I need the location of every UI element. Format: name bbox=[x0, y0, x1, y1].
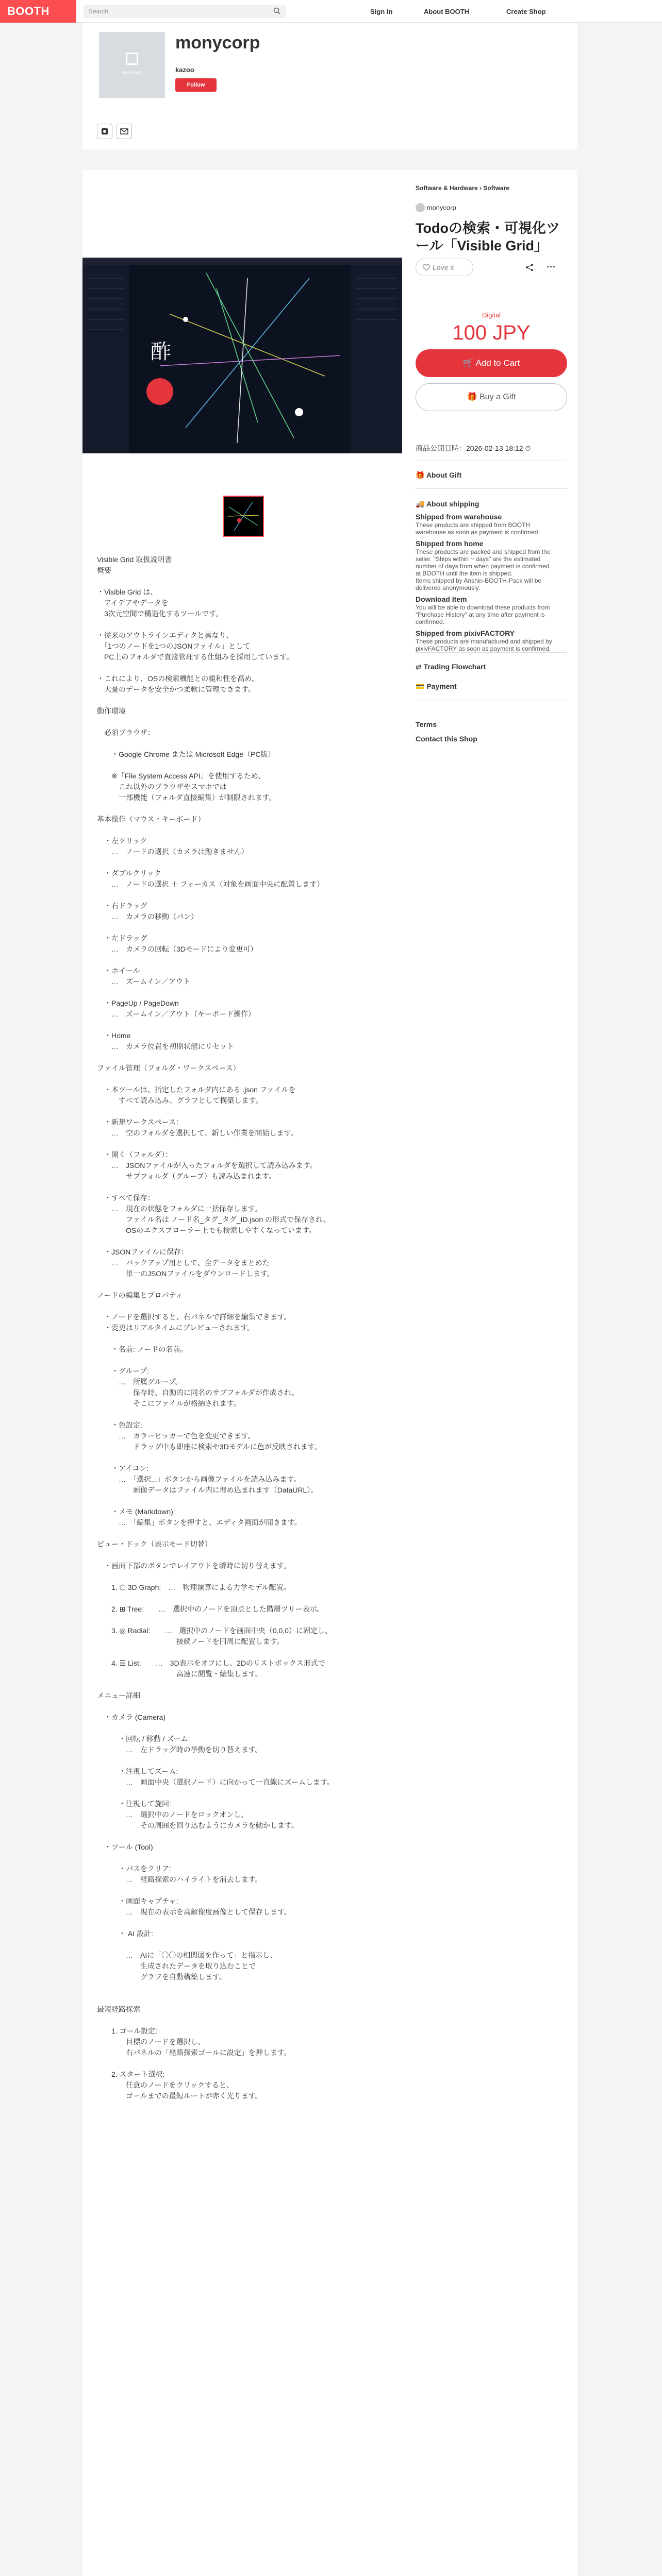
description-line: ビュー・ドック（表示モード切替） bbox=[97, 1540, 212, 1548]
description-line bbox=[97, 1052, 406, 1063]
description-line bbox=[97, 1139, 406, 1149]
payment-toggle[interactable] bbox=[416, 682, 457, 691]
description-line: ・グループ: bbox=[97, 1367, 149, 1375]
store-header bbox=[82, 23, 577, 149]
product-description bbox=[97, 554, 406, 2102]
shipping-item-title: Shipped from home bbox=[416, 539, 484, 548]
shop-subtitle: kazoo bbox=[175, 66, 194, 74]
description-line: ゴールまでの最短ルートが赤く光ります。 bbox=[97, 2092, 262, 2100]
search-input[interactable]: Search bbox=[84, 5, 286, 18]
description-line bbox=[97, 1496, 406, 1506]
breadcrumb bbox=[416, 184, 567, 192]
description-line: これ以外のブラウザやスマホでは bbox=[97, 783, 227, 791]
shipping-item-text: number of days from when payment is confirmed bbox=[416, 563, 550, 570]
cart-icon: 🛒 bbox=[462, 358, 476, 368]
shop-name[interactable]: monycorp bbox=[175, 33, 260, 53]
shop-link[interactable] bbox=[416, 203, 456, 212]
description-line: 3次元空間で構造化するツールです。 bbox=[97, 609, 223, 618]
description-line: ・Visible Grid は、 bbox=[97, 588, 158, 596]
shipping-item bbox=[416, 512, 567, 536]
description-line: ・新規ワークスペース： bbox=[97, 1118, 184, 1126]
description-line bbox=[97, 1301, 406, 1312]
description-line: … 画面中央（選択ノード）に向かって一直線にズームします。 bbox=[97, 1778, 334, 1786]
description-line bbox=[97, 1571, 406, 1582]
shipping-item bbox=[416, 595, 567, 625]
trading-flowchart-toggle[interactable] bbox=[416, 663, 486, 671]
shipping-list bbox=[416, 512, 567, 655]
description-line bbox=[97, 2015, 406, 2026]
top-bar bbox=[0, 0, 662, 23]
description-line: ・画面キャプチャ: bbox=[97, 1897, 178, 1905]
description-line bbox=[97, 987, 406, 998]
description-line: ・ツール (Tool) bbox=[97, 1843, 153, 1851]
shipping-item-text: pixivFACTORY as soon as payment is confirmed. bbox=[416, 645, 551, 652]
shipping-item-title: Shipped from warehouse bbox=[416, 513, 502, 521]
description-line bbox=[97, 857, 406, 868]
create-shop-link[interactable]: Create Shop bbox=[506, 8, 546, 15]
clock-icon: ⏱ bbox=[525, 444, 531, 452]
description-line: … 現在の表示を高解像度画像として保存します。 bbox=[97, 1908, 291, 1916]
description-line bbox=[97, 825, 406, 836]
description-line bbox=[97, 738, 406, 749]
payment-label: Payment bbox=[426, 682, 457, 690]
description-line: 概要 bbox=[97, 566, 111, 574]
about-gift-label: About Gift bbox=[426, 471, 462, 479]
description-line bbox=[97, 803, 406, 814]
description-line bbox=[97, 1982, 406, 1993]
description-line: すべて読み込み、グラフとして構築します。 bbox=[97, 1096, 263, 1105]
description-line: … JSONファイルが入ったフォルダを選択して読み込みます。 bbox=[97, 1161, 317, 1170]
description-line: ・カメラ (Camera) bbox=[97, 1713, 166, 1721]
description-line: Visible Grid 取扱説明書 bbox=[97, 555, 172, 564]
product-main-image[interactable] bbox=[82, 258, 402, 453]
description-line bbox=[97, 717, 406, 727]
more-options-icon[interactable]: ··· bbox=[547, 262, 556, 272]
description-line: ・回転 / 移動 / ズーム: bbox=[97, 1735, 190, 1743]
description-line bbox=[97, 1528, 406, 1539]
description-line bbox=[97, 1939, 406, 1950]
description-line: … バックアップ用として、全データをまとめた bbox=[97, 1259, 270, 1267]
description-line: OSのエクスプローラー上でも検索しやすくなっています。 bbox=[97, 1226, 316, 1234]
description-line: ・パスをクリア: bbox=[97, 1865, 171, 1873]
search-icon[interactable] bbox=[273, 7, 280, 14]
description-line: 目標のノードを選択し、 bbox=[97, 2038, 205, 2046]
description-line: 2. スタート選択: bbox=[97, 2070, 165, 2078]
description-line: そこにファイルが格納されます。 bbox=[97, 1399, 241, 1408]
sign-in-link[interactable]: Sign In bbox=[370, 8, 393, 15]
description-line: PC上のフォルダで直接管理する仕組みを採用しています。 bbox=[97, 653, 294, 661]
card-icon: 💳 bbox=[416, 682, 427, 690]
description-line: … 左ドラッグ時の挙動を切り替えます。 bbox=[97, 1745, 262, 1754]
description-line: メニュー詳細 bbox=[97, 1691, 140, 1700]
description-line: ・ホイール bbox=[97, 967, 140, 975]
description-line: ※「File System Access API」を使用するため、 bbox=[97, 772, 266, 780]
buy-gift-label: Buy a Gift bbox=[479, 393, 516, 401]
buy-gift-button[interactable] bbox=[416, 383, 567, 411]
shipping-item bbox=[416, 539, 567, 591]
description-line: グラフを自動構築します。 bbox=[97, 1973, 226, 1981]
about-booth-link[interactable]: About BOOTH bbox=[424, 8, 470, 15]
shipping-item-text: delivered anonymously. bbox=[416, 584, 481, 591]
description-line bbox=[97, 1853, 406, 1863]
description-line bbox=[97, 1333, 406, 1344]
description-line: ドラッグ中も即座に検索や3Dモデルに色が反映されます。 bbox=[97, 1443, 322, 1451]
description-line: … ズームイン／アウト bbox=[97, 977, 191, 986]
divider bbox=[416, 652, 567, 653]
shop-avatar[interactable] bbox=[99, 32, 165, 98]
avatar-caption: no image bbox=[121, 70, 143, 76]
description-line bbox=[97, 1106, 406, 1117]
description-line bbox=[97, 1755, 406, 1766]
description-line bbox=[97, 1918, 406, 1928]
description-line: ・注視してズーム: bbox=[97, 1767, 178, 1775]
description-line bbox=[97, 1647, 406, 1658]
gift-icon: 🎁 bbox=[467, 393, 480, 401]
description-line: 1. ゴール設定: bbox=[97, 2027, 158, 2035]
description-line: ・右ドラッグ bbox=[97, 902, 147, 910]
description-line bbox=[97, 1885, 406, 1896]
svg-text:酢: 酢 bbox=[151, 340, 171, 364]
description-line: … 選択中のノードをロックオンし、 bbox=[97, 1810, 249, 1819]
description-line bbox=[97, 1723, 406, 1734]
description-line: 生成されたデータを取り込むことで bbox=[97, 1962, 256, 1970]
description-line bbox=[97, 576, 406, 587]
shipping-item-text: at BOOTH until the item is shipped. bbox=[416, 570, 513, 577]
sale-date bbox=[416, 443, 531, 453]
description-line: … カラーピッカーで色を変更できます。 bbox=[97, 1432, 255, 1440]
shipping-item-title: Shipped from pixivFACTORY bbox=[416, 629, 515, 637]
shop-link-label: monycorp bbox=[426, 204, 456, 212]
description-line: … 「選択...」ボタンから画像ファイルを読み込みます。 bbox=[97, 1475, 301, 1483]
image-placeholder-icon bbox=[126, 53, 138, 65]
description-line: … ノードの選択 ＋ フォーカス（対象を画面中央に配置します） bbox=[97, 880, 324, 888]
pixiv-icon[interactable] bbox=[97, 124, 112, 139]
description-line: ・変更はリアルタイムにプレビューされます。 bbox=[97, 1324, 254, 1332]
description-line bbox=[97, 663, 406, 673]
description-line bbox=[97, 1182, 406, 1193]
gift-icon: 🎁 bbox=[416, 471, 426, 479]
description-line: … カメラの回転（3Dモードにより変更可） bbox=[97, 945, 258, 953]
product-title: Todoの検索・可視化ツール「Visible Grid」 bbox=[416, 221, 560, 253]
description-line bbox=[97, 922, 406, 933]
description-line: ・すべて保存： bbox=[97, 1194, 155, 1202]
description-line: … ズームイン／アウト（キーボード操作） bbox=[97, 1010, 256, 1018]
shipping-item-text: confirmed. bbox=[416, 618, 445, 625]
description-line bbox=[97, 1831, 406, 1842]
love-it-button[interactable] bbox=[416, 259, 473, 276]
description-line bbox=[97, 2058, 406, 2069]
description-line: ・ノードを選択すると、右パネルで詳細を編集できます。 bbox=[97, 1313, 291, 1321]
description-line bbox=[97, 1993, 406, 2004]
description-line: ・アイコン: bbox=[97, 1464, 149, 1472]
description-line: 「1つのノードを1つのJSONファイル」として bbox=[97, 642, 251, 650]
description-line: ・色設定: bbox=[97, 1421, 142, 1429]
description-line: ・ AI 設計: bbox=[97, 1929, 153, 1938]
description-line bbox=[97, 1550, 406, 1561]
about-shipping-title bbox=[416, 500, 479, 509]
description-line: サブフォルダ（グループ）も読み込まれます。 bbox=[97, 1172, 276, 1180]
description-line: ・Home bbox=[97, 1031, 131, 1040]
divider bbox=[416, 488, 567, 489]
description-line bbox=[97, 955, 406, 965]
chevron-right-icon: › bbox=[479, 184, 484, 192]
shipping-item-text: Items shipped by Anshin-BOOTH-Pack will be bbox=[416, 577, 542, 584]
description-line: … 空のフォルダを選択して、新しい作業を開始します。 bbox=[97, 1129, 298, 1137]
breadcrumb-subcategory[interactable]: Software bbox=[483, 184, 510, 192]
description-line: ・本ツールは、指定したフォルダ内にある .json ファイルを bbox=[97, 1086, 296, 1094]
breadcrumb-category[interactable]: Software & Hardware bbox=[416, 184, 478, 192]
product-card bbox=[82, 170, 577, 2576]
description-line bbox=[97, 1593, 406, 1604]
description-line: 任意のノードをクリックすると、 bbox=[97, 2081, 234, 2089]
description-line: ・左クリック bbox=[97, 837, 147, 845]
truck-icon: 🚚 bbox=[416, 500, 426, 508]
terms-link[interactable]: Terms bbox=[416, 720, 437, 728]
description-line: … 所属グループ。 bbox=[97, 1378, 183, 1386]
trading-flowchart-label: Trading Flowchart bbox=[423, 663, 486, 671]
description-line: … 経路探索のハイライトを消去します。 bbox=[97, 1875, 262, 1884]
share-icon[interactable] bbox=[525, 263, 534, 274]
shipping-item-text: "Purchase History" at any time after payment is bbox=[416, 611, 545, 618]
price-label: Digital bbox=[482, 311, 501, 319]
description-line: ・従来のアウトラインエディタと異なり、 bbox=[97, 631, 234, 639]
heart-icon bbox=[422, 264, 431, 271]
description-line: ファイル管理（フォルダ・ワークスペース） bbox=[97, 1064, 240, 1072]
description-line: … カメラ位置を初期状態にリセット bbox=[97, 1042, 234, 1050]
flowchart-icon: ⇄ bbox=[416, 663, 424, 671]
description-line: 必須ブラウザ： bbox=[97, 728, 155, 737]
price: 100 JPY bbox=[452, 321, 531, 344]
description-line: 4. ☰ List: … 3D表示をオフにし、2Dのリストボックス形式で bbox=[97, 1659, 325, 1667]
description-line: 一部機能（フォルダ直接編集）が制限されます。 bbox=[97, 793, 276, 802]
description-line bbox=[97, 1615, 406, 1625]
description-line bbox=[97, 1074, 406, 1084]
shipping-item-text: These products are packed and shipped from the bbox=[416, 548, 551, 555]
description-line: ・画面下部のボタンでレイアウトを瞬時に切り替えます。 bbox=[97, 1562, 291, 1570]
description-line bbox=[97, 1355, 406, 1366]
description-line: 1. ⬡ 3D Graph: … 物理演算による力学モデル配置。 bbox=[97, 1583, 291, 1591]
follow-button[interactable]: Follow bbox=[175, 78, 217, 92]
description-line bbox=[97, 695, 406, 706]
description-line: ・名前: ノードの名前。 bbox=[97, 1345, 188, 1353]
description-line bbox=[97, 1452, 406, 1463]
shipping-item-text: warehouse as soon as payment is confirmed bbox=[416, 529, 538, 536]
shipping-item-text: These products are shipped from BOOTH bbox=[416, 521, 531, 529]
description-line: … カメラの移動（パン） bbox=[97, 912, 198, 921]
description-line: アイデアやデータを bbox=[97, 599, 169, 607]
description-line bbox=[97, 1788, 406, 1799]
description-line: … 現在の状態をフォルダに一括保存します。 bbox=[97, 1205, 262, 1213]
add-to-cart-label: Add to Cart bbox=[475, 358, 520, 368]
description-line: 大量のデータを安全かつ柔軟に管理できます。 bbox=[97, 685, 255, 693]
contact-shop-link[interactable]: Contact this Shop bbox=[416, 735, 477, 743]
about-shipping-label: About shipping bbox=[426, 500, 479, 508]
description-line: ファイル名は ノード名_タグ_タグ_ID.json の形式で保存され、 bbox=[97, 1215, 330, 1224]
description-line: ・左ドラッグ bbox=[97, 934, 147, 942]
description-line bbox=[97, 1680, 406, 1690]
description-line: … AIに「〇〇の相関図を作って」と指示し、 bbox=[97, 1951, 277, 1959]
description-line: 3. ◎ Radial: … 選択中のノードを画面中央（0,0,0）に固定し、 bbox=[97, 1626, 332, 1635]
description-line: 最短経路探索 bbox=[97, 2005, 140, 2013]
description-line: ・開く（フォルダ）： bbox=[97, 1150, 173, 1159]
sale-date-text: 商品公開日時：2026-02-13 18:12 bbox=[416, 444, 523, 452]
description-line bbox=[97, 1701, 406, 1712]
description-line: 高速に閲覧・編集します。 bbox=[97, 1670, 262, 1678]
description-line: ノードの編集とプロパティ bbox=[97, 1291, 183, 1299]
description-line: 動作環境 bbox=[97, 707, 126, 715]
description-line: ・ダブルクリック bbox=[97, 869, 161, 877]
description-line: 右パネルの「経路探索ゴールに設定」を押します。 bbox=[97, 2048, 291, 2057]
description-line bbox=[97, 1020, 406, 1030]
description-line: … 「編集」ボタンを押すと、エディタ画面が開きます。 bbox=[97, 1518, 302, 1527]
description-line: 保存時、自動的に同名のサブフォルダが作成され、 bbox=[97, 1388, 299, 1397]
shipping-item-text: These products are manufactured and shipped by bbox=[416, 638, 552, 645]
shop-avatar-small bbox=[416, 203, 425, 212]
description-line bbox=[97, 760, 406, 771]
description-line: 画像データはファイル内に埋め込まれます（DataURL）。 bbox=[97, 1486, 318, 1494]
description-line: 基本操作（マウス・キーボード） bbox=[97, 815, 205, 823]
shipping-item-title: Download Item bbox=[416, 595, 467, 603]
description-line: その周囲を回り込むようにカメラを動かします。 bbox=[97, 1821, 299, 1829]
description-line bbox=[97, 1409, 406, 1420]
about-gift-toggle[interactable] bbox=[416, 471, 461, 480]
description-line: ・注視して旋回: bbox=[97, 1800, 171, 1808]
description-line bbox=[97, 619, 406, 630]
booth-logo[interactable]: BOOTH bbox=[0, 0, 76, 23]
description-line: ・PageUp / PageDown bbox=[97, 999, 179, 1007]
description-line: ・Google Chrome または Microsoft Edge（PC版） bbox=[97, 750, 275, 758]
love-it-label: Love it bbox=[433, 263, 454, 272]
description-line: ・メモ (Markdown): bbox=[97, 1507, 175, 1516]
shipping-item-text: You will be able to download these products from bbox=[416, 604, 550, 611]
mail-icon[interactable] bbox=[117, 124, 132, 139]
shipping-item-text: seller. "Ships within ~ days" are the estimated bbox=[416, 555, 541, 563]
description-line bbox=[97, 890, 406, 901]
description-line: 2. ⊞ Tree: … 選択中のノードを頂点とした階層ツリー表示。 bbox=[97, 1605, 324, 1613]
description-line: … ノードの選択（カメラは動きません） bbox=[97, 848, 249, 856]
shipping-item bbox=[416, 629, 567, 652]
description-line bbox=[97, 1236, 406, 1247]
add-to-cart-button[interactable] bbox=[416, 349, 567, 377]
description-line bbox=[97, 1279, 406, 1290]
description-line: 単一のJSONファイルをダウンロードします。 bbox=[97, 1269, 274, 1278]
description-line: ・これにより、OSの検索機能との親和性を高め、 bbox=[97, 674, 259, 683]
description-line: 接続ノードを円周に配置します。 bbox=[97, 1637, 284, 1646]
description-line: ・JSONファイルに保存： bbox=[97, 1248, 189, 1256]
product-thumbnail[interactable] bbox=[223, 496, 264, 537]
